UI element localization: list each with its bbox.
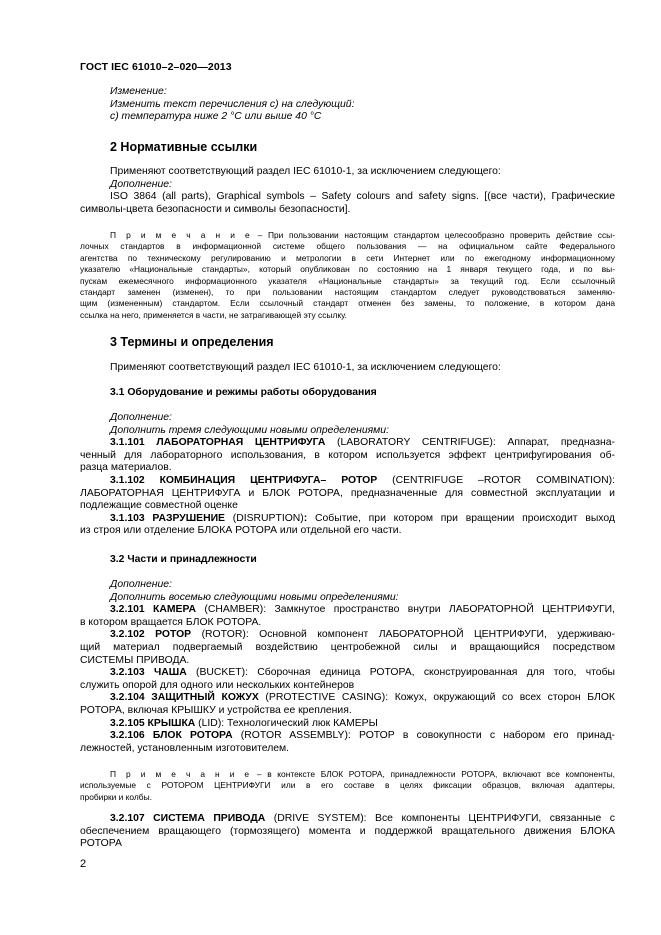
definition-3-2-103	[80, 667, 615, 680]
term: 3.2.101 КАМЕРА	[110, 604, 196, 616]
note-line	[80, 769, 615, 780]
definition-line: обеспечением вращающего (тормозящего) момента и поддержкой вращательного движения БЛОКА	[80, 825, 615, 837]
definition-text: (ROTOR ASSEMBLY): РОТОР в совокупности с набором его принад-	[232, 730, 615, 742]
change-text: с) температура ниже 2 °С или выше 40 °С	[110, 111, 322, 123]
definition-text: (LID): Технологический люк КАМЕРЫ	[195, 717, 378, 729]
definition-text: (CENTRIFUGE –ROTOR COMBINATION):	[377, 474, 615, 486]
section-3-1-body	[80, 412, 615, 538]
definition-text: (DRIVE SYSTEM): Все компоненты ЦЕНТРИФУГИ, связанные с	[265, 813, 615, 824]
term: 3.2.107 СИСТЕМА ПРИВОДА	[110, 813, 266, 824]
addition-label: Дополнение:	[110, 178, 172, 190]
definition-line: подлежащие совместной оценке	[80, 500, 238, 512]
section-3-intro	[80, 362, 615, 375]
section-2-body	[80, 166, 615, 216]
section-3-2-title: 3.2 Части и принадлежности	[110, 554, 257, 565]
note-line: указателю «Национальные стандарты», который опубликован по состоянию на 1 января текущего года, и по вы-	[80, 264, 615, 275]
term: 3.1.103 РАЗРУШЕНИЕ	[110, 512, 225, 524]
note-line: ссылка на него, применяется в части, не затрагивающей эту ссылку.	[80, 309, 347, 320]
definition-text: (BUCKET): Сборочная единица РОТОРА, сконструированная для того, чтобы	[186, 667, 615, 679]
definition-3-2-107-block	[80, 813, 615, 851]
definition-3-2-105	[80, 718, 615, 731]
section-2-note	[80, 230, 615, 321]
change-label: Изменение:	[110, 86, 167, 97]
definition-line: СИСТЕМЫ ПРИВОДА.	[80, 654, 190, 666]
note-line	[80, 230, 615, 241]
definition-line: разца материалов.	[80, 462, 172, 474]
addition-instruction: Дополнить тремя следующими новыми определениями:	[110, 424, 389, 436]
note-line: пробирки и колбы.	[80, 791, 152, 802]
definition-text: (ROTOR): Основной компонент ЛАБОРАТОРНОЙ ЦЕНТРИФУГИ, удерживаю-	[191, 629, 615, 641]
note-text: – При пользовании настоящим стандартом целесообразно проверить действие ссы-	[251, 230, 615, 240]
term: 3.1.102 КОМБИНАЦИЯ ЦЕНТРИФУГА– РОТОР	[110, 474, 378, 486]
term: 3.2.106 БЛОК РОТОРА	[110, 730, 233, 742]
definition-3-2-104	[80, 692, 615, 705]
definition-line: щий материал подвергаемый воздействию центробежной силы и вращающийся посредством	[80, 641, 615, 653]
definition-3-2-101	[80, 604, 615, 617]
definition-line: ченный для лабораторного использования, в котором используется эффект центрифугирования об-	[80, 449, 615, 461]
definition-3-2-107	[80, 813, 615, 826]
definition-3-2-102	[80, 629, 615, 642]
paragraph: Применяют соответствующий раздел IEC 61010-1, за исключением следующего:	[110, 166, 501, 177]
change-note	[80, 86, 615, 124]
addition-label: Дополнение:	[110, 412, 172, 423]
addition-label: Дополнение:	[110, 579, 172, 590]
document-header: ГОСТ IEC 61010–2–020—2013	[80, 61, 232, 73]
definition-3-2-106	[80, 730, 615, 743]
reference-line: символы-цвета безопасности и символы безопасности].	[80, 203, 351, 215]
definition-text: (PROTECTIVE CASING): Кожух, окружающий со всех сторон БЛОК	[258, 692, 615, 704]
definition-text: (DISRUPTION)	[225, 512, 304, 524]
definition-line: служить опорой для одного или нескольких контейнеров	[80, 679, 355, 691]
definition-3-1-103	[80, 513, 615, 526]
addition-instruction: Дополнить восемью следующими новыми определениями:	[110, 591, 399, 603]
definition-text: (LABORATORY CENTRIFUGE): Аппарат, предназна-	[325, 437, 616, 449]
term: 3.2.102 РОТОР	[110, 629, 192, 641]
paragraph: Применяют соответствующий раздел IEC 61010-1, за исключением следующего:	[110, 362, 501, 373]
definition-line: РОТОРА, включая КРЫШКУ и устройства ее крепления.	[80, 704, 352, 716]
term: 3.1.101 ЛАБОРАТОРНАЯ ЦЕНТРИФУГА	[110, 437, 326, 449]
note-line: лочных стандартов в информационной системе общего пользования — на официальном сайте Федерального	[80, 241, 615, 252]
section-2-title: 2 Нормативные ссылки	[110, 140, 258, 154]
reference-line: ISO 3864 (all parts), Graphical symbols – Safety colours and safety signs. [(все части), Графические	[110, 191, 615, 203]
change-instruction: Изменить текст перечисления с) на следующий:	[110, 98, 355, 110]
definition-text: Событие, при котором при вращении происходит выход	[307, 512, 615, 524]
note-line: агентства по техническому регулированию и метрологии в сети Интернет или по ежегодному информационному	[80, 252, 615, 263]
note-line: стандарт заменен (изменен), то при пользовании настоящим стандартом следует руководствоваться заменяю-	[80, 287, 615, 298]
definition-3-1-101	[80, 437, 615, 450]
definition-line: лежностей, установленным изготовителем.	[80, 742, 290, 754]
definition-text: (CHAMBER): Замкнутое пространство внутри ЛАБОРАТОРНОЙ ЦЕНТРИФУГИ,	[196, 604, 615, 616]
colon: :	[303, 512, 308, 524]
term: 3.2.105 КРЫШКА	[110, 717, 196, 729]
section-3-title: 3 Термины и определения	[110, 335, 274, 349]
note-line: пускам ежемесячного информационного указателя «Национальные стандарты» за текущий год. Если ссылочный	[80, 275, 615, 286]
definition-line: в котором вращается БЛОК РОТОРА.	[80, 616, 262, 628]
term: 3.2.104 ЗАЩИТНЫЙ КОЖУХ	[110, 692, 259, 704]
definition-3-1-102	[80, 475, 615, 488]
definition-line: РОТОРА	[80, 838, 122, 850]
section-3-2-note	[80, 769, 615, 803]
definition-line: ЛАБОРАТОРНАЯ ЦЕНТРИФУГА и БЛОК РОТОРА, предназначенные для совместной эксплуатации и	[80, 487, 615, 499]
term: 3.2.103 ЧАША	[110, 667, 187, 679]
section-3-1-title: 3.1 Оборудование и режимы работы оборудования	[110, 387, 377, 398]
note-line: используемые с РОТОРОМ ЦЕНТРИФУГИ или в его составе в целях фиксации образцов, включая адаптеры,	[80, 780, 615, 791]
section-3-2-body	[80, 579, 615, 755]
note-label: П р и м е ч а н и е	[110, 230, 252, 240]
note-text: – в контексте БЛОК РОТОРА, принадлежности РОТОРА, включают все компоненты,	[251, 769, 616, 779]
definition-line: из строя или отделение БЛОКА РОТОРА или отдельной его части.	[80, 525, 402, 537]
note-line: щим (измененным) стандартом. Если ссылочный стандарт отменен без замены, то положение, в котором дана	[80, 298, 615, 309]
note-label: П р и м е ч а н и е	[110, 769, 252, 779]
page-number: 2	[80, 858, 87, 870]
